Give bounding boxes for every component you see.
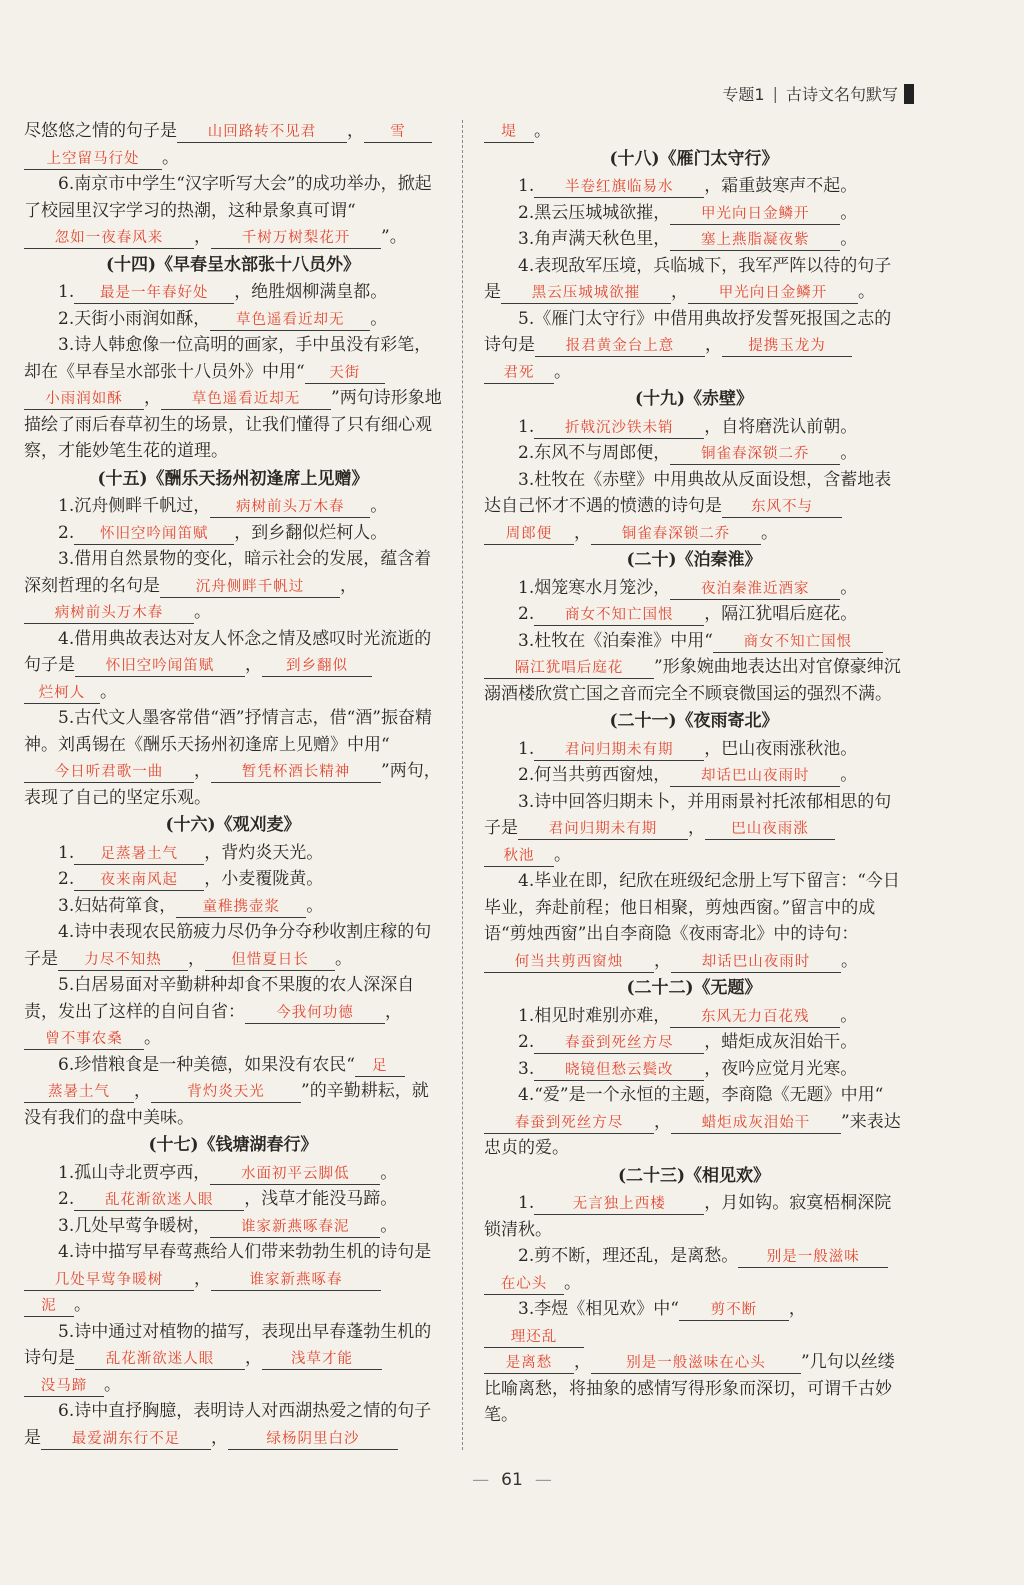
answer-blank[interactable]: 铜雀春深锁二乔 bbox=[591, 524, 761, 545]
question-text: 5.古代文人墨客常借“酒”抒情言志，借“酒”振奋精神。刘禹锡在《酬乐天扬州初逢席上见赠》中用“今日听君歌一曲 ， 暂凭杯酒长精神 ”两句，表现了自己的坚定乐观。 bbox=[24, 708, 441, 808]
answer-blank[interactable]: 隔江犹唱后庭花 bbox=[484, 658, 654, 679]
question-text: 1. 最是一年春好处 ，绝胜烟柳满皇都。 bbox=[58, 282, 388, 302]
answer-blank[interactable]: 报君黄金台上意 bbox=[535, 336, 705, 357]
question-text: 2.剪不断，理还乱，是离愁。 别是一般滋味 bbox=[484, 1243, 904, 1270]
answer-blank[interactable]: 最爱湖东行不足 bbox=[41, 1429, 211, 1450]
answer-blank[interactable]: 谁家新燕啄春泥 bbox=[210, 1217, 380, 1238]
footer-dash: — bbox=[472, 1470, 490, 1490]
question-text: 1. 君问归期未有期 ，巴山夜雨涨秋池。 bbox=[518, 738, 858, 759]
section-title: (二十一)《夜雨寄北》 bbox=[609, 711, 779, 731]
answer-blank[interactable]: 小雨润如酥 bbox=[24, 389, 144, 410]
answer-blank[interactable]: 暂凭杯酒长精神 bbox=[211, 762, 381, 783]
answer-blank[interactable]: 谁家新燕啄春 bbox=[211, 1270, 381, 1291]
answer-blank[interactable]: 千树万树梨花开 bbox=[211, 228, 381, 249]
question-text: 是离愁 ， 别是一般滋味在心头 ”几句以丝缕比喻离愁，将抽象的感情写得形象而深切，可谓千古妙笔。 bbox=[484, 1352, 895, 1425]
answer-blank[interactable]: 夜来南风起 bbox=[74, 870, 204, 891]
answer-blank[interactable]: 甲光向日金鳞开 bbox=[670, 204, 840, 225]
question-text: 2. 夜来南风起 ，小麦覆陇黄。 bbox=[58, 869, 324, 889]
answer-blank[interactable]: 烂柯人 bbox=[24, 683, 100, 704]
answer-blank[interactable]: 乱花渐欲迷人眼 bbox=[75, 1349, 245, 1370]
answer-blank[interactable]: 商女不知亡国恨 bbox=[713, 632, 883, 653]
question-text: 3.杜牧在《泊秦淮》中用“ 商女不知亡国恨 bbox=[484, 628, 904, 655]
header-marker-block bbox=[904, 84, 914, 104]
question-text: 病树前头万木春 。 bbox=[24, 599, 442, 626]
left-column bbox=[24, 118, 442, 1451]
right-column bbox=[484, 118, 904, 1429]
question-text: 堤 。 bbox=[484, 118, 904, 145]
question-text: 2. 商女不知亡国恨 ，隔江犹唱后庭花。 bbox=[518, 604, 858, 624]
question-text: 2. 乱花渐欲迷人眼 ，浅草才能没马蹄。 bbox=[58, 1189, 398, 1209]
answer-blank[interactable]: 别是一般滋味在心头 bbox=[591, 1353, 801, 1374]
answer-blank[interactable]: 却话巴山夜雨时 bbox=[670, 766, 840, 787]
question-text: 4.诗中描写早春莺燕给人们带来勃勃生机的诗句是几处早莺争暖树 ， 谁家新燕啄春 bbox=[24, 1239, 442, 1292]
question-text: 4.借用典故表达对友人怀念之情及感叹时光流逝的句子是 怀旧空吟闻笛赋 ， 到乡翻似 bbox=[24, 628, 432, 675]
answer-blank[interactable]: 足 bbox=[355, 1056, 405, 1077]
answer-blank[interactable]: 几处早莺争暖树 bbox=[24, 1270, 194, 1291]
section-title: (二十)《泊秦淮》 bbox=[626, 550, 762, 570]
answer-blank[interactable]: 半卷红旗临易水 bbox=[534, 177, 704, 198]
question-text: 3.诗人韩愈像一位高明的画家，手中虽没有彩笔，却在《早春呈水部张十八员外》中用“ 天街 bbox=[24, 335, 432, 382]
question-text: 周郎便 ， 铜雀春深锁二乔 。 bbox=[484, 520, 904, 547]
question-text: 蒸暑土气 ， 背灼炎天光 ”的辛勤耕耘，就没有我们的盘中美味。 bbox=[24, 1081, 429, 1128]
answer-blank[interactable]: 周郎便 bbox=[484, 524, 574, 545]
answer-blank[interactable]: 最是一年春好处 bbox=[74, 283, 234, 304]
answer-blank[interactable]: 今日听君歌一曲 bbox=[24, 762, 194, 783]
answer-blank[interactable]: 夜泊秦淮近酒家 bbox=[670, 579, 840, 600]
answer-blank[interactable]: 塞上燕脂凝夜紫 bbox=[670, 230, 840, 251]
page-header bbox=[722, 82, 914, 105]
page-number: 61 bbox=[501, 1470, 523, 1490]
answer-blank[interactable]: 曾不事农桑 bbox=[24, 1029, 144, 1050]
question-text: 3. 晓镜但愁云鬓改 ，夜吟应觉月光寒。 bbox=[518, 1058, 858, 1079]
section-title: (十六)《观刈麦》 bbox=[165, 815, 301, 835]
question-text: 1.孤山寺北贾亭西， 水面初平云脚低 。 bbox=[58, 1162, 398, 1183]
question-text: 在心头 。 bbox=[484, 1270, 904, 1297]
question-text: 烂柯人 。 bbox=[24, 679, 442, 706]
question-text: 2.天街小雨润如酥， 草色遥看近却无 。 bbox=[58, 308, 388, 329]
answer-blank[interactable]: 却话巴山夜雨时 bbox=[671, 952, 841, 973]
answer-blank[interactable]: 巴山夜雨涨 bbox=[705, 819, 835, 840]
question-text: 6.诗中直抒胸臆，表明诗人对西湖热爱之情的句子是 最爱湖东行不足 ， 绿杨阴里白沙 bbox=[24, 1401, 432, 1448]
answer-blank[interactable]: 足蒸暑土气 bbox=[74, 844, 204, 865]
question-text: 1.沉舟侧畔千帆过， 病树前头万木春 。 bbox=[58, 496, 388, 516]
answer-blank[interactable]: 在心头 bbox=[484, 1274, 564, 1295]
answer-blank[interactable]: 泥 bbox=[24, 1296, 74, 1317]
answer-blank[interactable]: 黑云压城城欲摧 bbox=[501, 283, 671, 304]
question-text: 1. 折戟沉沙铁未销 ，自将磨洗认前朝。 bbox=[518, 416, 858, 437]
section-title: (十四)《早春呈水部张十八员外》 bbox=[105, 254, 361, 275]
footer-dash: — bbox=[534, 1470, 552, 1490]
answer-blank[interactable]: 今我何功德 bbox=[245, 1003, 385, 1024]
answer-blank[interactable]: 雪 bbox=[364, 122, 432, 143]
answer-blank[interactable]: 童稚携壶浆 bbox=[176, 897, 306, 918]
section-title: (十八)《雁门太守行》 bbox=[609, 148, 779, 169]
answer-blank[interactable]: 上空留马行处 bbox=[24, 149, 162, 170]
question-text: 2.何当共剪西窗烛， 却话巴山夜雨时 。 bbox=[518, 765, 858, 785]
question-text: 3.杜牧在《赤壁》中用典故从反面设想，含蓄地表达自己怀才不遇的愤懑的诗句是 东风不与 bbox=[484, 469, 892, 516]
answer-blank[interactable]: 别是一般滋味 bbox=[738, 1247, 888, 1268]
question-text: 没马蹄 。 bbox=[24, 1372, 442, 1399]
answer-blank[interactable]: 没马蹄 bbox=[24, 1376, 104, 1397]
question-text: 5.《雁门太守行》中借用典故抒发誓死报国之志的诗句是 报君黄金台上意 ， 提携玉龙为 bbox=[484, 308, 892, 355]
answer-blank[interactable]: 铜雀春深锁二乔 bbox=[670, 444, 840, 465]
answer-blank[interactable]: 商女不知亡国恨 bbox=[534, 605, 704, 626]
section-title: (十五)《酬乐天扬州初逢席上见赠》 bbox=[97, 468, 369, 489]
answer-blank[interactable]: 病树前头万木春 bbox=[210, 497, 370, 518]
answer-blank[interactable]: 草色遥看近却无 bbox=[161, 389, 331, 410]
question-text: 6.南京市中学生“汉字听写大会”的成功举办，掀起了校园里汉字学习的热潮，这种景象真可谓“忽如一夜春风来 ， 千树万树梨花开 ”。 bbox=[24, 174, 432, 247]
answer-blank[interactable]: 水面初平云脚低 bbox=[210, 1164, 380, 1185]
question-text: 5.诗中通过对植物的描写，表现出早春蓬勃生机的诗句是 乱花渐欲迷人眼 ， 浅草才能 bbox=[24, 1321, 432, 1368]
answer-blank[interactable]: 怀旧空吟闻笛赋 bbox=[75, 656, 245, 677]
answer-blank[interactable]: 君死 bbox=[484, 363, 554, 384]
column-divider bbox=[462, 120, 463, 1450]
answer-blank[interactable]: 病树前头万木春 bbox=[24, 603, 194, 624]
answer-blank[interactable]: 秋池 bbox=[484, 846, 554, 867]
answer-blank[interactable]: 蒸暑土气 bbox=[24, 1082, 134, 1103]
answer-blank[interactable]: 草色遥看近却无 bbox=[210, 310, 370, 331]
answer-blank[interactable]: 堤 bbox=[484, 122, 534, 143]
answer-blank[interactable]: 春蚕到死丝方尽 bbox=[534, 1033, 704, 1054]
question-text: 4.毕业在即，纪欣在班级纪念册上写下留言：“今日毕业，奔赴前程；他日相聚，剪烛西窗。”留言中的成语“剪烛西窗”出自李商隐《夜雨寄北》中的诗句：何当共剪西窗烛 ， 却话巴山夜雨时 。 bbox=[484, 871, 900, 971]
answer-blank[interactable]: 背灼炎天光 bbox=[151, 1082, 301, 1103]
answer-blank[interactable]: 东风无力百花残 bbox=[670, 1007, 840, 1028]
answer-blank[interactable]: 天街 bbox=[305, 363, 385, 384]
answer-blank[interactable]: 沉舟侧畔千帆过 bbox=[160, 577, 340, 598]
question-text: 秋池 。 bbox=[484, 842, 904, 869]
answer-blank[interactable]: 到乡翻似 bbox=[262, 656, 372, 677]
question-text: 6.珍惜粮食是一种美德，如果没有农民“ 足 bbox=[24, 1052, 442, 1079]
question-text: 尽悠悠之情的句子是 山回路转不见君 ， 雪 bbox=[24, 118, 442, 145]
answer-blank[interactable]: 君问归期未有期 bbox=[534, 740, 704, 761]
page-footer bbox=[0, 1470, 1024, 1490]
section-title: (二十二)《无题》 bbox=[626, 978, 762, 998]
answer-blank[interactable]: 浅草才能 bbox=[262, 1349, 382, 1370]
answer-blank[interactable]: 春蚕到死丝方尽 bbox=[484, 1113, 654, 1134]
question-text: 1. 无言独上西楼 ，月如钩。寂寞梧桐深院锁清秋。 bbox=[484, 1193, 892, 1240]
question-text: 3.角声满天秋色里， 塞上燕脂凝夜紫 。 bbox=[518, 229, 858, 249]
question-text: 1.烟笼寒水月笼沙， 夜泊秦淮近酒家 。 bbox=[518, 577, 858, 598]
question-text: 4.诗中表现农民筋疲力尽仍争分夺秒收割庄稼的句子是 力尽不知热 ， 但惜夏日长 。 bbox=[24, 922, 432, 969]
section-title: (十九)《赤壁》 bbox=[634, 389, 754, 409]
question-text: 2. 春蚕到死丝方尽 ，蜡炬成灰泪始干。 bbox=[518, 1032, 858, 1052]
answer-blank[interactable]: 甲光向日金鳞开 bbox=[688, 283, 858, 304]
question-text: 5.白居易面对辛勤耕种却食不果腹的农人深深自责，发出了这样的自问自省： 今我何功德 ， bbox=[24, 975, 415, 1022]
answer-blank[interactable]: 折戟沉沙铁未销 bbox=[534, 418, 704, 439]
answer-blank[interactable]: 力尽不知热 bbox=[58, 950, 188, 971]
answer-blank[interactable]: 山回路转不见君 bbox=[177, 122, 347, 143]
answer-blank[interactable]: 何当共剪西窗烛 bbox=[484, 952, 654, 973]
question-text: 2.东风不与周郎便， 铜雀春深锁二乔 。 bbox=[518, 443, 858, 463]
question-text: 4.“爱”是一个永恒的主题，李商隐《无题》中用“春蚕到死丝方尽 ， 蜡炬成灰泪始干 ”来表达忠贞的爱。 bbox=[484, 1085, 901, 1158]
question-text: 1.相见时难别亦难， 东风无力百花残 。 bbox=[518, 1005, 858, 1026]
answer-blank[interactable]: 东风不与 bbox=[722, 497, 842, 518]
topic-label: 专题1 bbox=[722, 85, 765, 104]
question-text: 3.几处早莺争暖树， 谁家新燕啄春泥 。 bbox=[58, 1215, 398, 1236]
question-text: 隔江犹唱后庭花 ”形象婉曲地表达出对官僚豪绅沉溺酒楼欣赏亡国之音而完全不顾衰微国运的强烈不满。 bbox=[484, 657, 901, 704]
header-separator: | bbox=[772, 84, 778, 103]
answer-blank[interactable]: 是离愁 bbox=[484, 1353, 574, 1374]
answer-blank[interactable]: 怀旧空吟闻笛赋 bbox=[74, 524, 234, 545]
answer-blank[interactable]: 乱花渐欲迷人眼 bbox=[74, 1190, 244, 1211]
section-title: (二十三)《相见欢》 bbox=[617, 1165, 771, 1186]
answer-blank[interactable]: 蜡炬成灰泪始干 bbox=[671, 1113, 841, 1134]
question-text: 3.诗中回答归期未卜，并用雨景衬托浓郁相思的句子是 君问归期未有期 ， 巴山夜雨涨 bbox=[484, 791, 892, 838]
answer-blank[interactable]: 君问归期未有期 bbox=[518, 819, 688, 840]
answer-blank[interactable]: 但惜夏日长 bbox=[205, 950, 335, 971]
question-text: 1. 足蒸暑土气 ，背灼炎天光。 bbox=[58, 842, 324, 863]
topic-title: 古诗文名句默写 bbox=[785, 85, 898, 104]
answer-blank[interactable]: 剪不断 bbox=[679, 1300, 789, 1321]
answer-blank[interactable]: 提携玉龙为 bbox=[722, 336, 852, 357]
answer-blank[interactable]: 晓镜但愁云鬓改 bbox=[534, 1060, 704, 1081]
question-text: 君死 。 bbox=[484, 359, 904, 386]
question-text: 上空留马行处 。 bbox=[24, 145, 442, 172]
section-title: (十七)《钱塘湖春行》 bbox=[148, 1135, 318, 1155]
question-text: 曾不事农桑 。 bbox=[24, 1025, 442, 1052]
question-text: 3.借用自然景物的变化，暗示社会的发展，蕴含着深刻哲理的名句是 沉舟侧畔千帆过 ， bbox=[24, 549, 432, 596]
question-text: 3.李煜《相见欢》中“ 剪不断 ，理还乱 bbox=[484, 1296, 904, 1349]
answer-blank[interactable]: 忽如一夜春风来 bbox=[24, 228, 194, 249]
question-text: 4.表现敌军压境，兵临城下，我军严阵以待的句子是 黑云压城城欲摧 ， 甲光向日金鳞开 。 bbox=[484, 255, 892, 302]
question-text: 3.妇姑荷箪食， 童稚携壶浆 。 bbox=[58, 895, 324, 916]
question-text: 泥 。 bbox=[24, 1292, 442, 1319]
answer-blank[interactable]: 无言独上西楼 bbox=[534, 1194, 704, 1215]
question-text: 2.黑云压城城欲摧， 甲光向日金鳞开 。 bbox=[518, 202, 858, 223]
answer-blank[interactable]: 绿杨阴里白沙 bbox=[228, 1429, 398, 1450]
answer-blank[interactable]: 理还乱 bbox=[484, 1327, 584, 1348]
question-text: 2. 怀旧空吟闻笛赋 ，到乡翻似烂柯人。 bbox=[58, 522, 388, 543]
question-text: 小雨润如酥 ， 草色遥看近却无 ”两句诗形象地描绘了雨后春草初生的场景，让我们懂得了只有细心观察，才能妙笔生花的道理。 bbox=[24, 388, 442, 461]
question-text: 1. 半卷红旗临易水 ，霜重鼓寒声不起。 bbox=[518, 176, 858, 196]
